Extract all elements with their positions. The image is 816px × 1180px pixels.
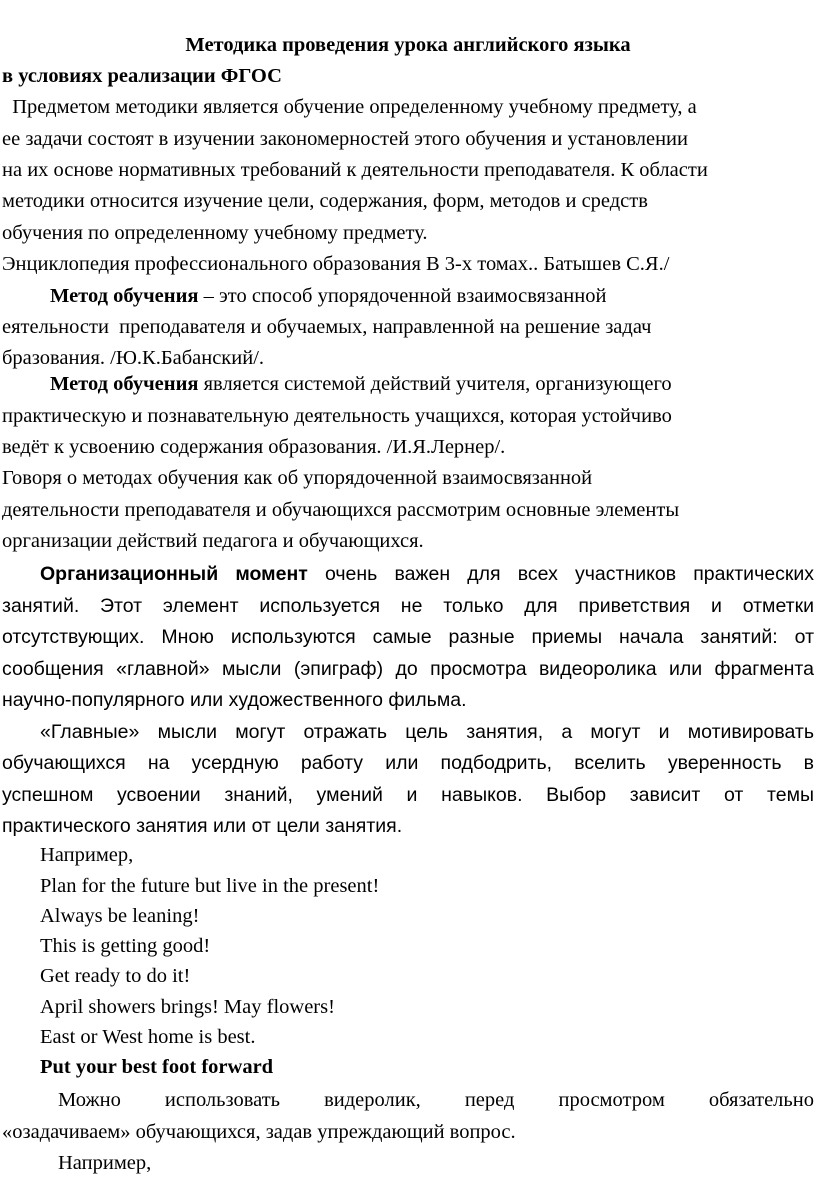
example-item-6: East or West home is best. bbox=[40, 1026, 256, 1048]
intro-source: Энциклопедия профессионального образования В 3-х томах.. Батышев С.Я./ bbox=[2, 253, 670, 275]
intro-line-5: обучения по определенному учебному предмету. bbox=[2, 222, 428, 244]
title-line-1: Методика проведения урока английского языка bbox=[185, 34, 631, 56]
main-ideas-line-2: обучающихся на усердную работу или подбодрить, вселить уверенность в bbox=[2, 752, 814, 774]
summary-line-1: Говоря о методах обучения как об упорядоченной взаимосвязанной bbox=[2, 467, 593, 489]
example-item-3: This is getting good! bbox=[40, 935, 211, 957]
org-moment-term: Организационный момент bbox=[40, 563, 308, 585]
main-ideas-line-3: успешном усвоении знаний, умений и навыков. Выбор зависит от темы bbox=[2, 784, 814, 806]
example-item-bold: Put your best foot forward bbox=[40, 1056, 274, 1078]
intro-line-4: методики относится изучение цели, содержания, форм, методов и средств bbox=[2, 190, 648, 212]
org-moment-line-4: сообщения «главной» мысли (эпиграф) до просмотра видеоролика или фрагмента bbox=[2, 658, 814, 680]
org-moment-line-3: отсутствующих. Мною используются самые разные приемы начала занятий: от bbox=[2, 626, 814, 648]
definition2-rest: является системой действий учителя, организующего bbox=[198, 373, 672, 395]
example-item-2: Always be leaning! bbox=[40, 905, 200, 927]
intro-line-1: Предметом методики является обучение определенному учебному предмету, а bbox=[2, 96, 697, 118]
definition1-line-1 bbox=[50, 281, 606, 311]
summary-line-2: деятельности преподавателя и обучающихся рассмотрим основные элементы bbox=[2, 499, 680, 521]
org-moment-line-2: занятий. Этот элемент используется не только для приветствия и отметки bbox=[2, 595, 814, 617]
intro-line-2: ее задачи состоят в изучении закономерностей этого обучения и установлении bbox=[2, 128, 688, 150]
video-line-1: Можно использовать видеролик, перед просмотром обязательно bbox=[58, 1089, 814, 1111]
examples-intro: Например, bbox=[40, 844, 134, 866]
definition1-term: Метод обучения bbox=[50, 285, 199, 307]
definition2-line-2: практическую и познавательную деятельность учащихся, которая устойчиво bbox=[2, 405, 672, 427]
org-moment-line-5: научно-популярного или художественного фильма. bbox=[2, 689, 467, 711]
definition2-line-1 bbox=[50, 369, 672, 399]
main-ideas-line-1: «Главные» мысли могут отражать цель занятия, а могут и мотивировать bbox=[40, 721, 814, 743]
definition1-line-3: бразования. /Ю.К.Бабанский/. bbox=[2, 347, 265, 369]
summary-line-3: организации действий педагога и обучающихся. bbox=[2, 530, 424, 552]
main-ideas-line-4: практического занятия или от цели занятия. bbox=[2, 815, 403, 837]
example-item-4: Get ready to do it! bbox=[40, 965, 191, 987]
definition2-line-3: ведёт к усвоению содержания образования. /И.Я.Лернер/. bbox=[2, 436, 506, 458]
intro-line-3: на их основе нормативных требований к деятельности преподавателя. К области bbox=[2, 159, 708, 181]
example-item-1: Plan for the future but live in the present! bbox=[40, 875, 380, 897]
video-line-2: «озадачиваем» обучающихся, задав упреждающий вопрос. bbox=[2, 1121, 516, 1143]
definition1-line-2: еятельности преподавателя и обучаемых, направленной на решение задач bbox=[2, 316, 652, 338]
org-moment-rest: очень важен для всех участников практических bbox=[307, 563, 814, 585]
definition2-term: Метод обучения bbox=[50, 373, 199, 395]
title-line-2: в условиях реализации ФГОС bbox=[2, 65, 282, 87]
definition1-rest: – это способ упорядоченной взаимосвязанной bbox=[198, 285, 607, 307]
example-item-5: April showers brings! May flowers! bbox=[40, 996, 335, 1018]
video-example-intro: Например, bbox=[58, 1152, 152, 1174]
org-moment-line-1 bbox=[40, 559, 814, 589]
